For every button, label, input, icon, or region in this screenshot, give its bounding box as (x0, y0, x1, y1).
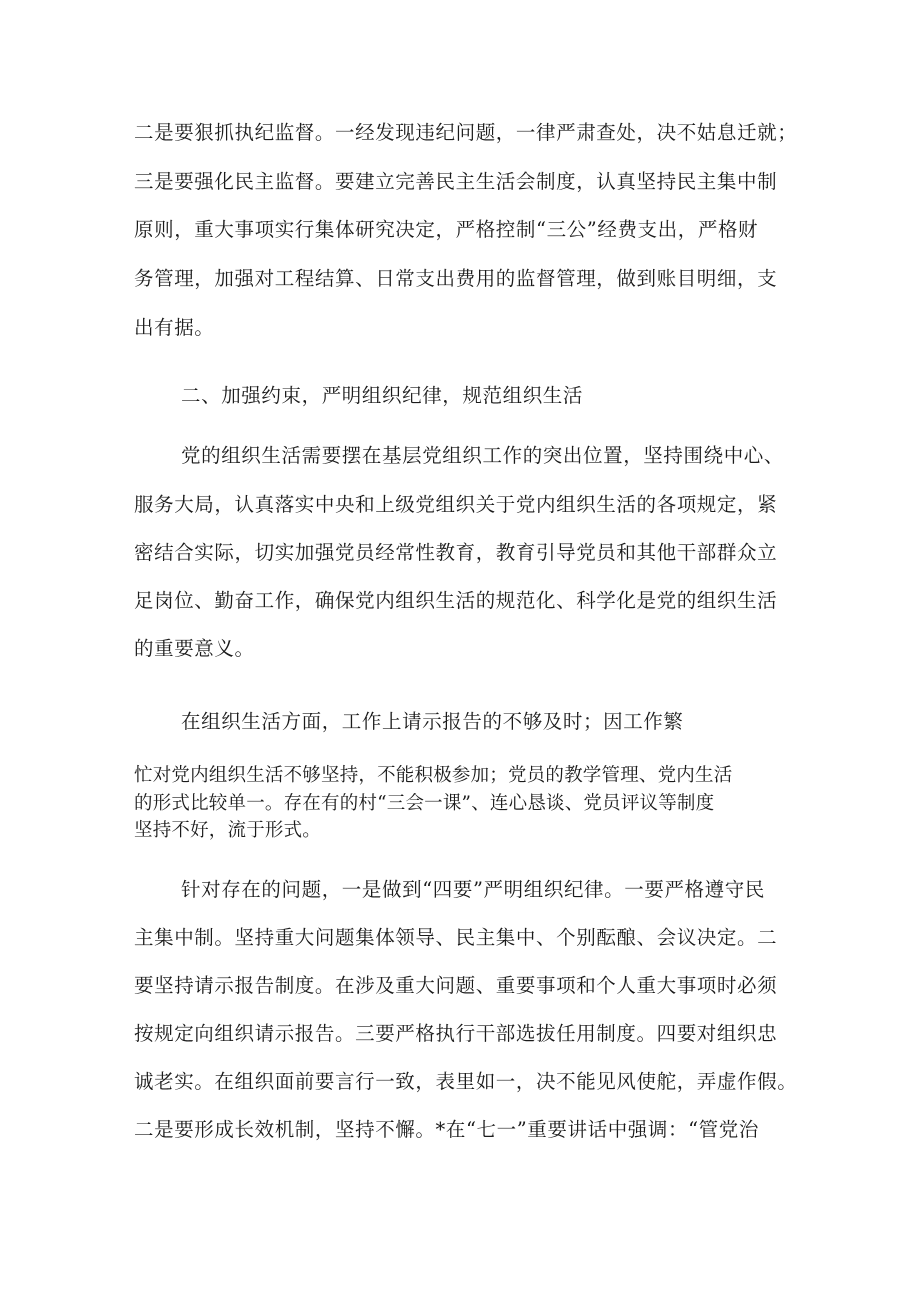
text-line: 在组织生活方面，工作上请示报告的不够及时；因工作繁 (181, 710, 684, 733)
text-line: 按规定向组织请示报告。三要严格执行干部选拔任用制度。四要对组织忠 (134, 1022, 778, 1045)
text-line: 原则，重大事项实行集体研究决定，严格控制“三公”经费支出，严格财 (134, 218, 759, 241)
text-line: 密结合实际，切实加强党员经常性教育，教育引导党员和其他干部群众立 (134, 541, 778, 564)
text-line: 服务大局，认真落实中央和上级党组织关于党内组织生活的各项规定，紧 (134, 493, 778, 516)
text-line: 诚老实。在组织面前要言行一致，表里如一，决不能见风使舵，弄虚作假。 (134, 1070, 798, 1093)
text-line: 要坚持请示报告制度。在涉及重大问题、重要事项和个人重大事项时必须 (134, 974, 778, 997)
section-heading: 二、加强约束，严明组织纪律，规范组织生活 (181, 384, 584, 407)
text-line: 足岗位、勤奋工作，确保党内组织生活的规范化、科学化是党的组织生活 (134, 589, 778, 612)
text-line: 坚持不好，流于形式。 (134, 820, 322, 841)
text-line: 针对存在的问题，一是做到“四要”严明组织纪律。一要严格遵守民 (181, 878, 765, 901)
text-line: 二是要形成长效机制，坚持不懈。*在“七一”重要讲话中强调：“管党治 (134, 1118, 759, 1141)
text-line: 党的组织生活需要摆在基层党组织工作的突出位置，坚持围绕中心、 (181, 444, 785, 467)
text-line: 三是要强化民主监督。要建立完善民主生活会制度，认真坚持民主集中制 (134, 170, 778, 193)
text-line: 忙对党内组织生活不够坚持，不能积极参加；党员的教学管理、党内生活 (134, 765, 733, 786)
text-line: 出有据。 (134, 316, 215, 339)
text-line: 主集中制。坚持重大问题集体领导、民主集中、个别酝酿、会议决定。二 (134, 926, 778, 949)
text-line: 务管理，加强对工程结算、日常支出费用的监督管理，做到账目明细，支 (134, 267, 778, 290)
text-line: 的重要意义。 (134, 637, 255, 660)
text-line: 的形式比较单一。存在有的村“三会一课”、连心恳谈、党员评议等制度 (134, 793, 715, 814)
text-line: 二是要狠抓执纪监督。一经发现违纪问题，一律严肃查处，决不姑息迁就； (134, 121, 798, 144)
